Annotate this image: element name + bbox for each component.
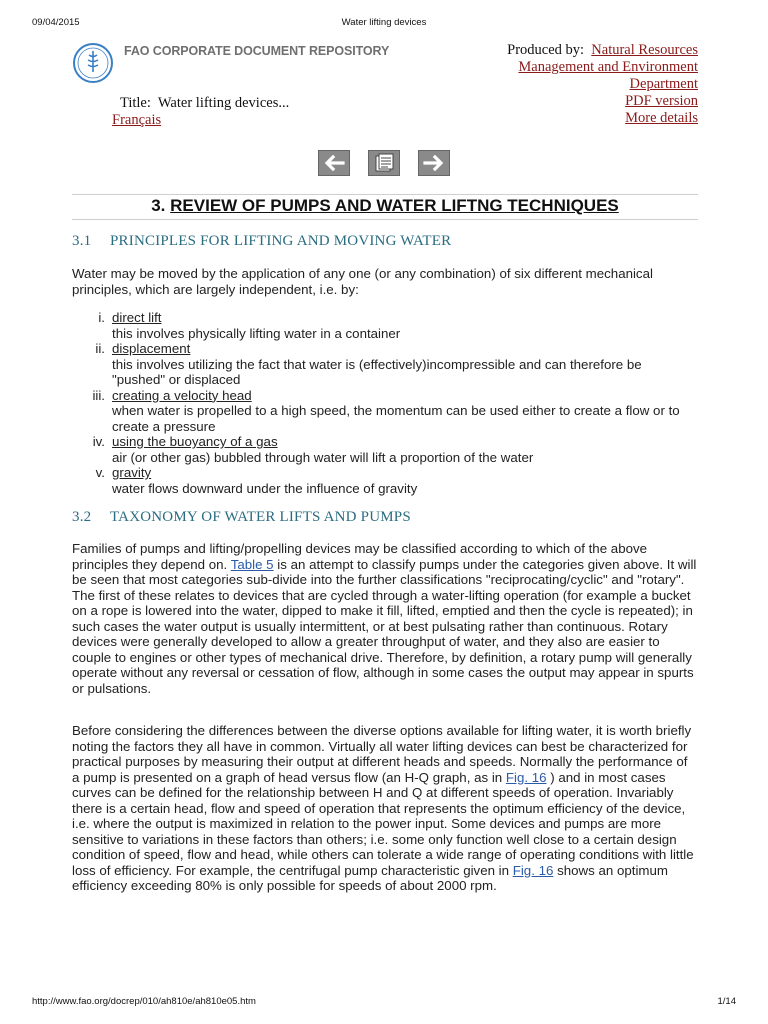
item-term[interactable]: direct lift — [112, 310, 162, 325]
francais-link[interactable]: Français — [112, 112, 162, 128]
principles-list — [72, 310, 698, 496]
item-numeral: ii. — [95, 341, 105, 356]
more-details-link[interactable]: More details — [625, 110, 698, 126]
producer-link-3[interactable]: Department — [629, 76, 698, 92]
fig-16-link[interactable]: Fig. 16 — [512, 862, 554, 878]
section-title[interactable]: REVIEW OF PUMPS AND WATER LIFTNG TECHNIQUES — [170, 196, 619, 215]
item-numeral: v. — [95, 465, 105, 480]
header-links — [507, 42, 698, 127]
subsection-number: 3.1 — [72, 233, 92, 249]
item-description: this involves physically lifting water in a container — [112, 325, 401, 341]
subsection-heading-3-2 — [72, 509, 411, 526]
section-number: 3. — [151, 196, 166, 215]
item-term[interactable]: using the buoyancy of a gas — [112, 434, 278, 449]
principle-item — [72, 341, 698, 388]
principle-item — [72, 388, 698, 435]
subsection-title: TAXONOMY OF WATER LIFTS AND PUMPS — [110, 509, 411, 525]
subsection-number: 3.2 — [72, 509, 92, 525]
paragraph-text: ) and in most cases curves can be defined for the relationship between H and Q at different speeds of operation. Invariably there is a certain head, flow and speed of operation that represents the optimum efficiency of the device, i.e. where the output is maximized in relation to the power input. Some devices and pumps are more sensitive to variations in these factors than others; i.e. some only function well close to a certain design condition of speed, flow and head, while others can tolerate a wide range of operating conditions with little loss of efficiency. For example, the centrifugal pump characteristic given in — [72, 769, 694, 878]
item-term[interactable]: gravity — [112, 465, 152, 480]
subsection-heading-3-1 — [72, 233, 451, 250]
arrow-left-icon — [323, 154, 345, 172]
contents-button[interactable] — [368, 150, 400, 176]
item-term[interactable]: creating a velocity head — [112, 387, 252, 403]
next-button[interactable] — [418, 150, 450, 176]
fao-logo[interactable] — [72, 42, 114, 84]
print-page-title: Water lifting devices — [341, 17, 427, 28]
item-numeral: iii. — [92, 387, 105, 403]
print-date: 09/04/2015 — [32, 17, 80, 28]
print-page-number: 1/14 — [717, 996, 736, 1007]
table-of-contents-icon — [373, 153, 395, 173]
item-description: air (or other gas) bubbled through water will lift a proportion of the water — [112, 449, 534, 465]
title-label: Title: — [120, 95, 151, 111]
repository-title: FAO CORPORATE DOCUMENT REPOSITORY — [124, 44, 390, 58]
previous-button[interactable] — [318, 150, 350, 176]
intro-paragraph: Water may be moved by the application of any one (or any combination) of six different mechanical principles, which are largely independent, i.e. by: — [72, 266, 653, 297]
divider-bottom — [72, 219, 698, 220]
fig-16-link[interactable]: Fig. 16 — [505, 769, 547, 785]
navigation-buttons — [318, 150, 450, 178]
item-numeral: i. — [98, 310, 105, 325]
paragraph-text: shows an optimum efficiency exceeding 80% is only possible for speeds of about 2000 rpm. — [72, 862, 668, 893]
table-5-link[interactable]: Table 5 — [230, 556, 274, 572]
arrow-right-icon — [423, 154, 445, 172]
pdf-version-link[interactable]: PDF version — [625, 93, 698, 109]
principle-item — [72, 310, 698, 341]
divider-top — [72, 194, 698, 195]
title-value: Water lifting devices... — [157, 95, 290, 111]
taxonomy-paragraph-2 — [72, 723, 698, 894]
producer-link-1[interactable]: Natural Resources — [591, 42, 698, 58]
print-header — [32, 17, 736, 29]
item-numeral: iv. — [92, 434, 105, 449]
taxonomy-paragraph-1 — [72, 541, 698, 696]
print-url: http://www.fao.org/docrep/010/ah810e/ah810e05.htm — [32, 996, 256, 1007]
item-description: this involves utilizing the fact that water is (effectively)incompressible and can therefore be "pushed" or displaced — [112, 356, 642, 387]
producer-link-2[interactable]: Management and Environment — [518, 59, 698, 75]
paragraph-text: is an attempt to classify pumps under the categories given above. It will be seen that most categories sub-divide into the further classifications "reciprocating/cyclic" and "rotary". The first of these relates to devices that are cycled through a water-lifting operation (for example a bucket on a rope is lowered into the water, dipped to make it fill, lifted, emptied and then the cycle is repeated); in such cases the water output is usually intermittent, or at best pulsating rather than continuous. Rotary devices were generally developed to allow a greater throughput of water, and they also are easier to couple to engines or other types of mechanical drive. Therefore, by definition, a rotary pump will generally operate without any reversal or cessation of flow, although in some cases the output may appear in spurts or pulsations. — [72, 556, 697, 696]
produced-by-label: Produced by: — [507, 42, 585, 58]
item-term[interactable]: displacement — [112, 341, 191, 356]
item-description: when water is propelled to a high speed, the momentum can be used either to create a flow or to create a pressure — [112, 403, 680, 434]
print-footer — [32, 996, 736, 1008]
item-description: water flows downward under the influence of gravity — [112, 480, 418, 496]
document-title — [120, 95, 289, 112]
paragraph-text: Before considering the differences between the diverse options available for lifting water, it is worth briefly noting the factors they all have in common. Virtually all water lifting devices can best be characterized for practical purposes by measuring their output at different heads and speeds. Normally the performance of a pump is presented on a graph of head versus flow (an H-Q graph, as in — [72, 723, 692, 785]
principle-item — [72, 434, 698, 465]
paragraph-text: Families of pumps and lifting/propelling devices may be classified according to which of the above principles they depend on. — [72, 541, 648, 572]
subsection-title: PRINCIPLES FOR LIFTING AND MOVING WATER — [110, 233, 452, 249]
principle-item — [72, 465, 698, 496]
section-heading — [72, 196, 698, 216]
